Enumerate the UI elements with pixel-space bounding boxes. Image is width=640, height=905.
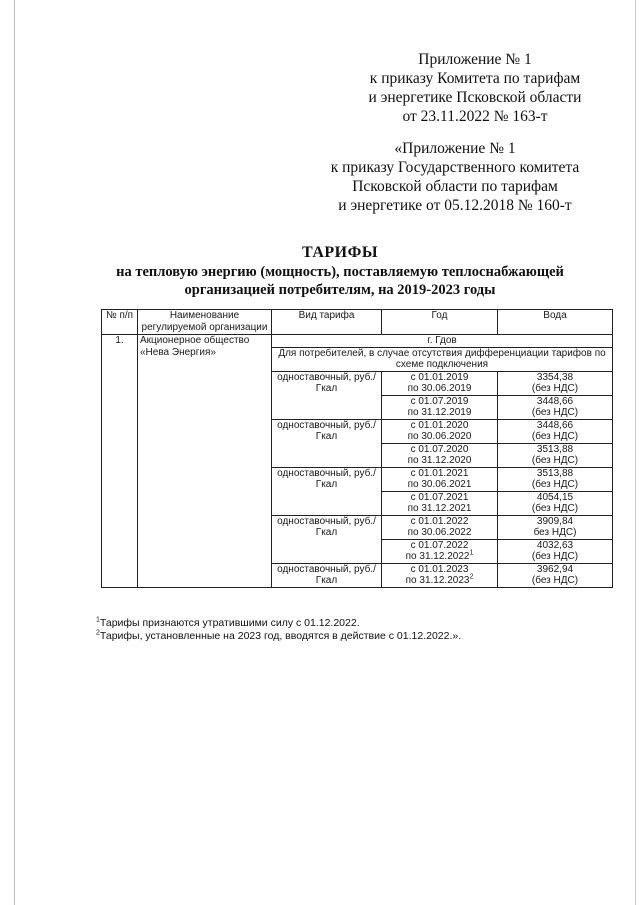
period-cell bbox=[382, 419, 498, 443]
tariff-value: 3962,94 bbox=[536, 563, 574, 575]
scan-edge-right bbox=[635, 0, 636, 905]
appendix-current-line3: и энергетике Псковской области bbox=[368, 89, 582, 106]
period-to: по 30.06.2021 bbox=[407, 479, 472, 490]
period-to: по 31.12.2022 bbox=[405, 551, 470, 562]
value-cell bbox=[498, 395, 613, 419]
table-header-row bbox=[102, 310, 613, 335]
header-num: № п/п bbox=[102, 310, 138, 335]
tariff-type-2019: одноставочный, руб./Гкал bbox=[272, 371, 382, 419]
tariff-value: 4032,63 bbox=[536, 539, 574, 551]
period-cell bbox=[382, 467, 498, 491]
tariff-type-2020: одноставочный, руб./Гкал bbox=[272, 419, 382, 467]
appendix-current-line4: от 23.11.2022 № 163-т bbox=[402, 108, 548, 125]
tariff-value: 3909,84 bbox=[536, 515, 574, 527]
value-cell bbox=[498, 563, 613, 587]
period-from: с 01.01.2020 bbox=[410, 419, 469, 431]
period-cell bbox=[382, 539, 498, 563]
vat-note: (без НДС) bbox=[531, 455, 579, 466]
scan-edge-left bbox=[14, 0, 15, 905]
period-to: по 31.12.2019 bbox=[407, 407, 472, 418]
period-to: по 31.12.2023 bbox=[405, 575, 470, 586]
period-cell bbox=[382, 443, 498, 467]
vat-note: (без НДС) bbox=[531, 383, 579, 394]
footnote-1 bbox=[96, 617, 461, 630]
appendix-original-line3: Псковской области по тарифам bbox=[352, 178, 558, 195]
period-from: с 01.07.2020 bbox=[410, 443, 469, 455]
org-name: Акционерное общество «Нева Энергия» bbox=[138, 335, 272, 588]
tariff-value: 3513,88 bbox=[536, 443, 574, 455]
header-org: Наименование регулируемой организации bbox=[138, 310, 272, 335]
table-row bbox=[102, 335, 613, 348]
period-to: по 30.06.2022 bbox=[407, 527, 472, 538]
appendix-original-line4: и энергетике от 05.12.2018 № 160-т bbox=[338, 197, 572, 214]
period-cell bbox=[382, 395, 498, 419]
tariff-type-2022: одноставочный, руб./Гкал bbox=[272, 515, 382, 563]
appendix-original-line1: «Приложение № 1 bbox=[394, 140, 516, 157]
tariff-table bbox=[101, 309, 613, 588]
period-from: с 01.01.2022 bbox=[410, 515, 469, 527]
vat-note: без НДС) bbox=[533, 527, 577, 538]
footnote-2-mark: 2 bbox=[96, 629, 100, 637]
appendix-current-line2: к приказу Комитета по тарифам bbox=[369, 70, 581, 87]
value-cell bbox=[498, 443, 613, 467]
period-from: с 01.01.2019 bbox=[410, 371, 469, 383]
period-from: с 01.01.2021 bbox=[410, 467, 469, 479]
period-cell bbox=[382, 515, 498, 539]
appendix-original-line2: к приказу Государственного комитета bbox=[330, 159, 580, 176]
appendix-current-header bbox=[330, 50, 620, 126]
period-to: по 31.12.2021 bbox=[407, 503, 472, 514]
period-to: по 30.06.2020 bbox=[407, 431, 472, 442]
tariff-value: 3354,38 bbox=[536, 371, 574, 383]
header-year: Год bbox=[382, 310, 498, 335]
header-water: Вода bbox=[498, 310, 613, 335]
period-from: с 01.07.2022 bbox=[410, 539, 469, 551]
value-cell bbox=[498, 371, 613, 395]
tariff-value: 3513,88 bbox=[536, 467, 574, 479]
tariff-type-2021: одноставочный, руб./Гкал bbox=[272, 467, 382, 515]
footnote-1-mark: 1 bbox=[96, 616, 100, 624]
header-type: Вид тарифа bbox=[272, 310, 382, 335]
title-line3: организацией потребителям, на 2019-2023 годы bbox=[184, 282, 496, 298]
tariff-value: 3448,66 bbox=[536, 419, 574, 431]
period-cell bbox=[382, 491, 498, 515]
period-from: с 01.01.2023 bbox=[410, 563, 469, 575]
footnote-2 bbox=[96, 630, 461, 643]
vat-note: (без НДС) bbox=[531, 407, 579, 418]
tariff-value: 3448,66 bbox=[536, 395, 574, 407]
footnote-ref-1: 1 bbox=[469, 549, 474, 557]
footnote-2-text: Тарифы, установленные на 2023 год, вводятся в действие с 01.12.2022.». bbox=[99, 630, 462, 642]
footnote-ref-2: 2 bbox=[469, 573, 474, 581]
appendix-current-line1: Приложение № 1 bbox=[418, 51, 532, 68]
period-cell bbox=[382, 563, 498, 587]
row-number: 1. bbox=[102, 335, 138, 588]
tariff-type-2023: одноставочный, руб./Гкал bbox=[272, 563, 382, 587]
period-to: по 31.12.2020 bbox=[407, 455, 472, 466]
document-title bbox=[95, 243, 585, 299]
value-cell bbox=[498, 539, 613, 563]
value-cell bbox=[498, 467, 613, 491]
vat-note: (без НДС) bbox=[531, 479, 579, 490]
footnotes bbox=[96, 617, 461, 643]
city-cell: г. Гдов bbox=[272, 335, 613, 348]
period-to: по 30.06.2019 bbox=[407, 383, 472, 394]
tariff-value: 4054,15 bbox=[536, 491, 574, 503]
vat-note: (без НДС) bbox=[531, 503, 579, 514]
value-cell bbox=[498, 419, 613, 443]
title-heading: ТАРИФЫ bbox=[301, 244, 379, 261]
footnote-1-text: Тарифы признаются утратившими силу с 01.12.2022. bbox=[99, 617, 360, 629]
period-cell bbox=[382, 371, 498, 395]
period-from: с 01.07.2019 bbox=[410, 395, 469, 407]
period-from: с 01.07.2021 bbox=[410, 491, 469, 503]
consumers-cell: Для потребителей, в случае отсутствия дифференциации тарифов по схеме подключения bbox=[272, 347, 613, 371]
title-line2: на тепловую энергию (мощность), поставляемую теплоснабжающей bbox=[116, 264, 564, 280]
value-cell bbox=[498, 515, 613, 539]
vat-note: (без НДС) bbox=[531, 551, 579, 562]
value-cell bbox=[498, 491, 613, 515]
vat-note: (без НДС) bbox=[531, 431, 579, 442]
appendix-original-header bbox=[300, 139, 610, 215]
vat-note: (без НДС) bbox=[531, 575, 579, 586]
